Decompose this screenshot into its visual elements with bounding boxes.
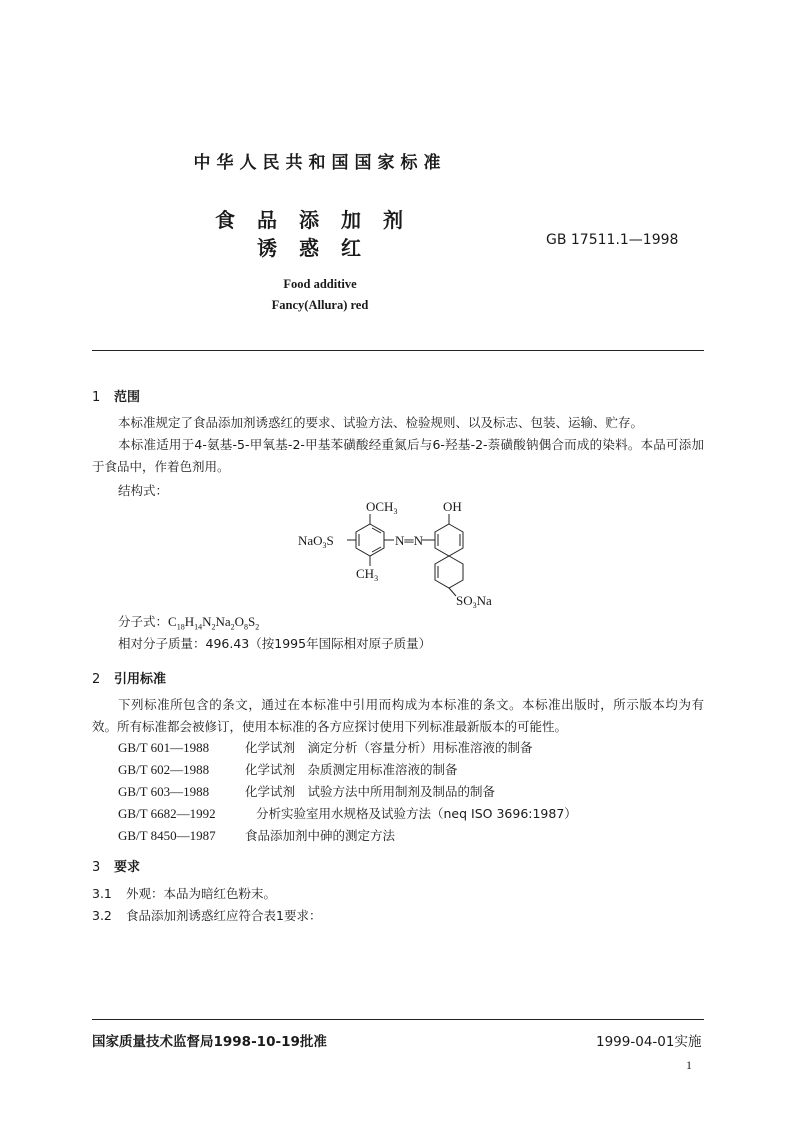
standard-number: GB 17511.1—1998 bbox=[546, 232, 679, 248]
section-1-title: 范围 bbox=[114, 390, 141, 405]
section-2-intro: 下列标准所包含的条文，通过在本标准中引用而构成为本标准的条文。本标准出版时，所示版本均为有效。所有标准都会被修订，使用本标准的各方应探讨使用下列标准最新版本的可能性。 bbox=[92, 697, 704, 734]
footer-divider bbox=[92, 1019, 704, 1020]
section-1-para-1: 本标准规定了食品添加剂诱惑红的要求、试验方法、检验规则、以及标志、包装、运输、贮存。 bbox=[118, 415, 644, 430]
reference-item: GB/T 603—1988 化学试剂 试验方法中所用制剂及制品的制备 bbox=[118, 784, 496, 799]
benzene-ring bbox=[356, 524, 384, 556]
structural-formula bbox=[290, 496, 520, 608]
section-2-heading bbox=[92, 668, 166, 687]
page-number: 1 bbox=[686, 1058, 692, 1072]
title-food-additive: 食品添加剂 bbox=[215, 208, 425, 232]
formula-value: $C_{18}H_{14}N_2Na_2O_8S_2$ bbox=[168, 614, 260, 632]
section-1-number: 1 bbox=[92, 390, 101, 405]
national-standard-title: 中华人民共和国国家标准 bbox=[193, 153, 447, 173]
section-2-number: 2 bbox=[92, 672, 101, 687]
naphthalene-ring-b bbox=[435, 556, 463, 588]
oh-label: OH bbox=[443, 499, 462, 514]
header-divider bbox=[92, 350, 704, 351]
approval-date: 国家质量技术监督局1998-10-19批准 bbox=[92, 1034, 327, 1050]
so3na-label: $SO_3Na$ bbox=[456, 593, 492, 608]
reference-item: GB/T 602—1988 化学试剂 杂质测定用标准溶液的制备 bbox=[118, 762, 458, 777]
requirement-item: 3.2 食品添加剂诱惑红应符合表1要求： bbox=[92, 908, 322, 923]
section-3-number: 3 bbox=[92, 860, 101, 875]
english-title-line2: Fancy(Allura) red bbox=[271, 298, 369, 312]
title-allura-red: 诱惑红 bbox=[257, 236, 383, 260]
reference-item: GB/T 601—1988 化学试剂 滴定分析（容量分析）用标准溶液的制备 bbox=[118, 740, 533, 755]
reference-item: GB/T 8450—1987 食品添加剂中砷的测定方法 bbox=[118, 828, 396, 843]
structure-label: 结构式： bbox=[118, 483, 169, 498]
och3-label: $OCH_3$ bbox=[366, 499, 398, 516]
section-3-heading bbox=[92, 856, 140, 875]
reference-item: GB/T 6682—1992 分析实验室用水规格及试验方法（neq ISO 3696:1987） bbox=[118, 806, 577, 821]
ch3-label: $CH_3$ bbox=[356, 566, 379, 583]
implementation-date: 1999-04-01实施 bbox=[596, 1034, 702, 1050]
section-2-title: 引用标准 bbox=[114, 672, 167, 687]
naphthalene-ring-a bbox=[435, 524, 463, 556]
section-3-title: 要求 bbox=[114, 860, 141, 875]
azo-label: N═N bbox=[395, 533, 423, 548]
section-1-para-2: 本标准适用于4-氨基-5-甲氧基-2-甲基苯磺酸经重氮后与6-羟基-2-萘磺酸钠偶合而成的染料。本品可添加于食品中，作着色剂用。 bbox=[92, 437, 704, 474]
molecular-formula: 分子式：$C_{18}H_{14}N_2Na_2O_8S_2$ bbox=[118, 614, 260, 632]
naso3-label: NaO$_3$S bbox=[298, 533, 334, 550]
english-title-line1: Food additive bbox=[283, 277, 357, 291]
section-1-heading bbox=[92, 386, 140, 405]
molecular-mass: 相对分子质量：496.43（按1995年国际相对原子质量） bbox=[118, 636, 432, 651]
requirement-item: 3.1 外观：本品为暗红色粉末。 bbox=[92, 886, 277, 901]
